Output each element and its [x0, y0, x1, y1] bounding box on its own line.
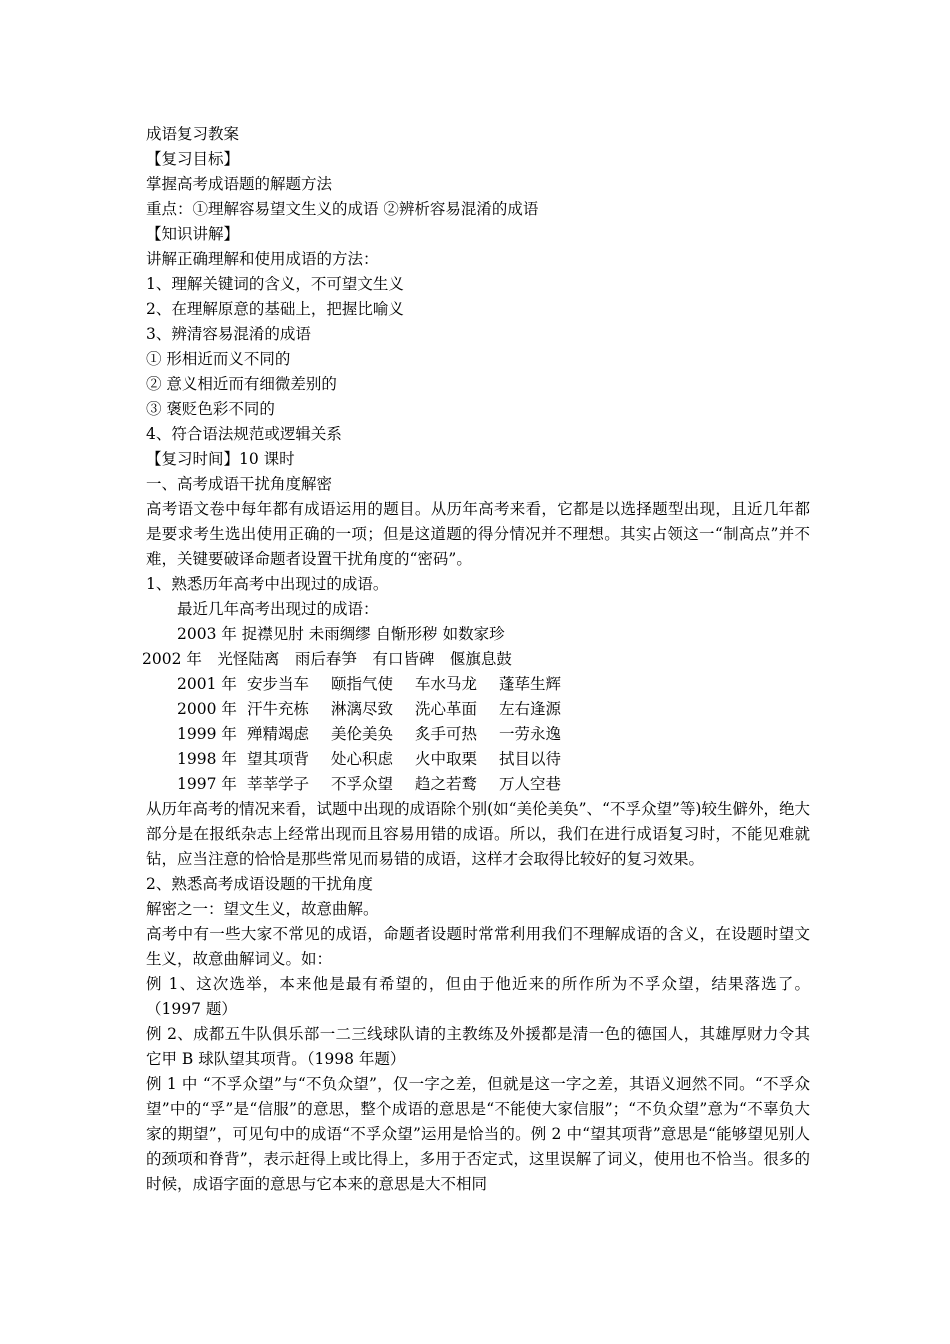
doc-title: 成语复习教案 — [146, 125, 240, 143]
idiom: 处心积虑 — [331, 750, 394, 768]
method-item-2: 2、在理解原意的基础上，把握比喻义 — [146, 300, 404, 318]
example-1: 例 1、这次选举，本来他是最有希望的，但由于他近来的所作所为不孚众望，结果落选了。（1997 题） — [146, 975, 810, 1018]
idiom: 望其项背 — [247, 750, 310, 768]
idiom: 洗心革面 — [415, 700, 478, 718]
idiom: 美伦美奂 — [331, 725, 394, 743]
method-item-4: 4、符合语法规范或逻辑关系 — [146, 425, 342, 443]
document-page — [142, 122, 810, 1197]
intro-paragraph: 高考语文卷中每年都有成语运用的题目。从历年高考来看，它都是以选择题型出现，且近几年都是要求考生选出使用正确的一项；但是这道题的得分情况并不理想。其实占领这一“制高点”并不难，关键要破译命题者设置干扰角度的“密码”。 — [146, 500, 810, 568]
idiom: 淋漓尽致 — [331, 700, 394, 718]
idiom: 汗牛充栋 — [247, 700, 310, 718]
year-row-2000 — [146, 697, 810, 722]
section-heading-1: 一、高考成语干扰角度解密 — [146, 475, 333, 493]
recent-intro: 最近几年高考出现过的成语： — [177, 600, 379, 618]
decode-paragraph: 高考中有一些大家不常见的成语，命题者设题时常常利用我们不理解成语的含义，在设题时望文生义，故意曲解词义。如： — [146, 925, 810, 968]
sub-item-3: ③ 褒贬色彩不同的 — [146, 400, 275, 418]
year-label: 2000 年 — [177, 700, 237, 718]
sub-item-1: ① 形相近而义不同的 — [146, 350, 291, 368]
idiom: 火中取栗 — [415, 750, 478, 768]
year-row-2003: 2003 年 捉襟见肘 未雨绸缪 自惭形秽 如数家珍 — [177, 625, 505, 643]
method-item-3: 3、辨清容易混淆的成语 — [146, 325, 311, 343]
year-label: 1999 年 — [177, 725, 237, 743]
point-1: 1、熟悉历年高考中出现过的成语。 — [146, 575, 389, 593]
idiom: 趋之若鹜 — [415, 775, 478, 793]
decode-heading-1: 解密之一：望文生义，故意曲解。 — [146, 900, 379, 918]
idiom: 不孚众望 — [331, 775, 394, 793]
year-row-1998 — [146, 747, 810, 772]
year-label: 1997 年 — [177, 775, 237, 793]
year-row-1997 — [146, 772, 810, 797]
example-2: 例 2、成都五牛队俱乐部一二三线球队请的主教练及外援都是清一色的德国人，其雄厚财力令其它甲 B 球队望其项背。（1998 年题） — [146, 1025, 810, 1068]
idiom: 拭目以待 — [499, 750, 562, 768]
idiom: 左右逢源 — [499, 700, 562, 718]
idiom: 一劳永逸 — [499, 725, 562, 743]
history-paragraph: 从历年高考的情况来看，试题中出现的成语除个别(如“美伦美奂”、“不孚众望”等)较生僻外，绝大部分是在报纸杂志上经常出现而且容易用错的成语。所以，我们在进行成语复习时，不能见难就钻，应当注意的恰恰是那些常见而易错的成语，这样才会取得比较好的复习效果。 — [146, 800, 810, 868]
year-row-2001 — [146, 672, 810, 697]
goal-text: 掌握高考成语题的解题方法 — [146, 175, 333, 193]
analysis-paragraph: 例 1 中 “不孚众望”与“不负众望”，仅一字之差，但就是这一字之差，其语义迥然不同。“不孚众望”中的“孚”是“信服”的意思，整个成语的意思是“不能使大家信服”；“不负众望”意为“不辜负大家的期望”，可见句中的成语“不孚众望”运用是恰当的。例 2 中“望其项背”意思是“能够望见别人的颈项和脊背”，表示赶得上或比得上，多用于否定式，这里误解了词义，使用也不恰当。很多的时候，成语字面的意思与它本来的意思是大不相同 — [146, 1075, 810, 1193]
idiom: 车水马龙 — [415, 675, 478, 693]
method-intro: 讲解正确理解和使用成语的方法： — [146, 250, 379, 268]
idiom: 万人空巷 — [499, 775, 562, 793]
idiom: 安步当车 — [247, 675, 310, 693]
idiom: 炙手可热 — [415, 725, 478, 743]
knowledge-header: 【知识讲解】 — [146, 225, 240, 243]
point-2: 2、熟悉高考成语设题的干扰角度 — [146, 875, 373, 893]
idiom: 莘莘学子 — [247, 775, 310, 793]
year-label: 2001 年 — [177, 675, 237, 693]
idiom: 蓬荜生辉 — [499, 675, 562, 693]
goal-header: 【复习目标】 — [146, 150, 240, 168]
idiom: 殚精竭虑 — [247, 725, 310, 743]
year-row-2002: 2002 年 光怪陆离 雨后春笋 有口皆碑 偃旗息鼓 — [142, 650, 512, 668]
review-time: 【复习时间】10 课时 — [146, 450, 295, 468]
year-label: 1998 年 — [177, 750, 237, 768]
method-item-1: 1、理解关键词的含义，不可望文生义 — [146, 275, 404, 293]
key-points: 重点：①理解容易望文生义的成语 ②辨析容易混淆的成语 — [146, 200, 539, 218]
idiom: 颐指气使 — [331, 675, 394, 693]
year-row-1999 — [146, 722, 810, 747]
sub-item-2: ② 意义相近而有细微差别的 — [146, 375, 337, 393]
